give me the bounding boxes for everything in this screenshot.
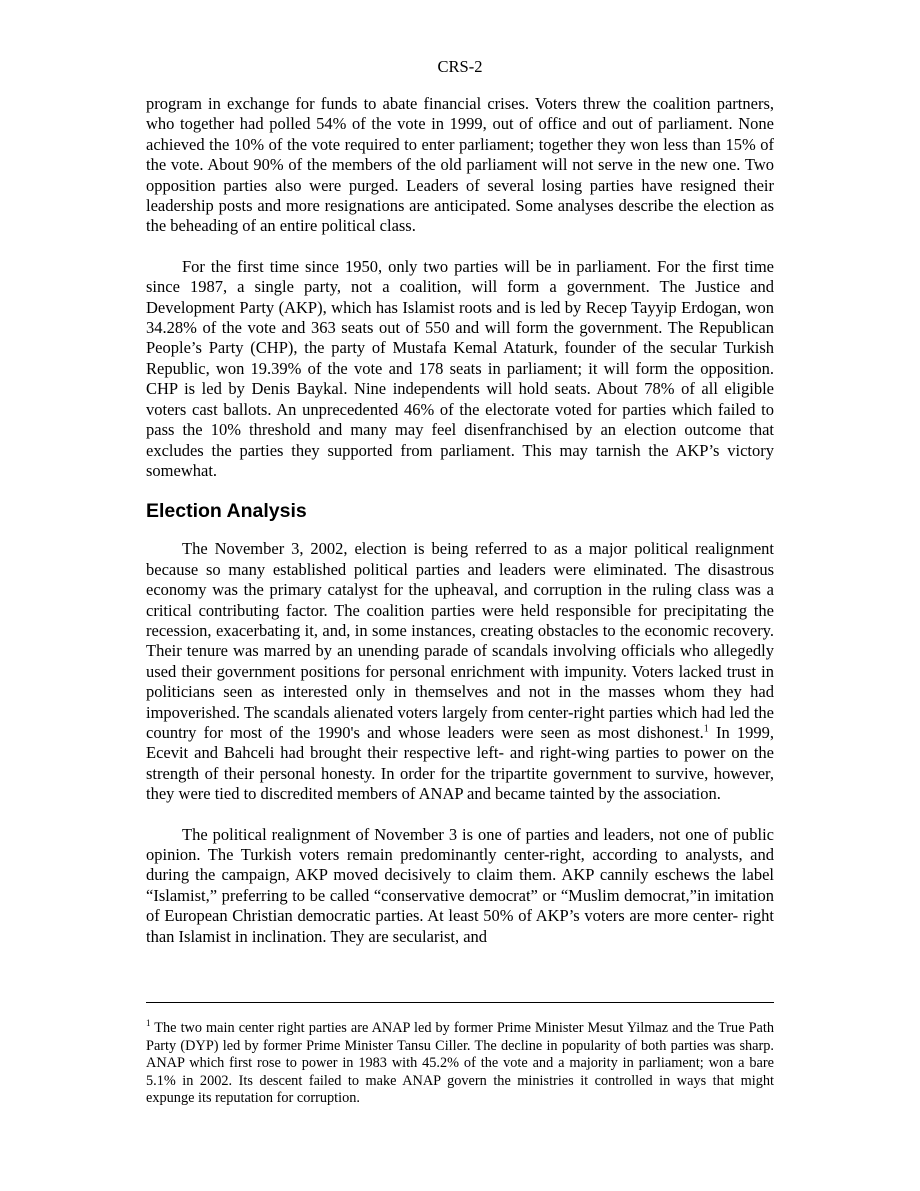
footnote-divider	[146, 1002, 774, 1003]
body-text	[146, 94, 774, 947]
paragraph-text: The November 3, 2002, election is being referred to as a major political realignment because so many established political parties and leaders were eliminated. The disastrous economy was the primary catalyst for the upheaval, and corruption in the ruling class was a critical contributing factor. The coalition parties were held responsible for precipitating the recession, exacerbating it, and, in some instances, creating obstacles to the economic recovery. Their tenure was marred by an unending parade of scandals involving officials who allegedly used their government positions for personal enrichment with impunity. Voters lacked trust in politicians seen as interested only in themselves and not in the masses whom they had impoverished. The scandals alienated voters largely from center-right parties which had led the country for most of the 1990's and whose leaders were seen as most dishonest.	[146, 539, 774, 742]
paragraph-political-realignment	[146, 539, 774, 804]
footnote-text: The two main center right parties are ANAP led by former Prime Minister Mesut Yilmaz and the True Path Party (DYP) led by former Prime Minister Tansu Ciller. The decline in popularity of both parties was sharp. ANAP which first rose to power in 1983 with 45.2% of the vote and a majority in parliament; won a bare 5.1% in 2002. Its descent failed to make ANAP govern the ministries it controlled in ways that might expunge its reputation for corruption.	[146, 1020, 774, 1107]
paragraph-text: In 1999, Ecevit and Bahceli had brought their respective left- and right-wing parties to power on the strength of their personal honesty. In order for the tripartite government to survive, however, they were tied to discredited members of ANAP and became tainted by the association.	[146, 722, 774, 804]
section-heading-election-analysis: Election Analysis	[146, 500, 307, 523]
paragraph-intro-continued: program in exchange for funds to abate financial crises. Voters threw the coalition partners, who together had polled 54% of the vote in 1999, out of office and out of parliament. None achieved the 10% of the vote required to enter parliament; together they won less than 15% of the vote. About 90% of the members of the old parliament will not serve in the new one. Two opposition parties also were purged. Leaders of several losing parties have resigned their leadership posts and more resignations are anticipated. Some analyses describe the election as the beheading of an entire political class.	[146, 94, 774, 236]
paragraph-parliament-composition: For the first time since 1950, only two parties will be in parliament. For the first time since 1987, a single party, not a coalition, will form a government. The Justice and Development Party (AKP), which has Islamist roots and is led by Recep Tayyip Erdogan, won 34.28% of the vote and 363 seats out of 550 and will form the government. The Republican People’s Party (CHP), the party of Mustafa Kemal Ataturk, founder of the secular Turkish Republic, won 19.39% of the vote and 178 seats in parliament; it will form the opposition. CHP is led by Denis Baykal. Nine independents will hold seats. About 78% of all eligible voters cast ballots. An unprecedented 46% of the electorate voted for parties which failed to pass the 10% threshold and many may feel disenfranchised by an election outcome that excludes the parties they supported from parliament. This may tarnish the AKP’s victory somewhat.	[146, 256, 774, 480]
footnote-marker: 1	[146, 1018, 151, 1029]
page-label: CRS-2	[437, 57, 483, 76]
footnote	[146, 1020, 774, 1108]
footnote-reference[interactable]: 1	[703, 723, 709, 735]
paragraph-public-opinion: The political realignment of November 3 is one of parties and leaders, not one of public opinion. The Turkish voters remain predominantly center-right, according to analysts, and during the campaign, AKP moved decisively to claim them. AKP cannily eschews the label “Islamist,” preferring to be called “conservative democrat” or “Muslim democrat,”in imitation of European Christian democratic parties. At least 50% of AKP’s voters are more center- right than Islamist in inclination. They are secularist, and	[146, 824, 774, 946]
